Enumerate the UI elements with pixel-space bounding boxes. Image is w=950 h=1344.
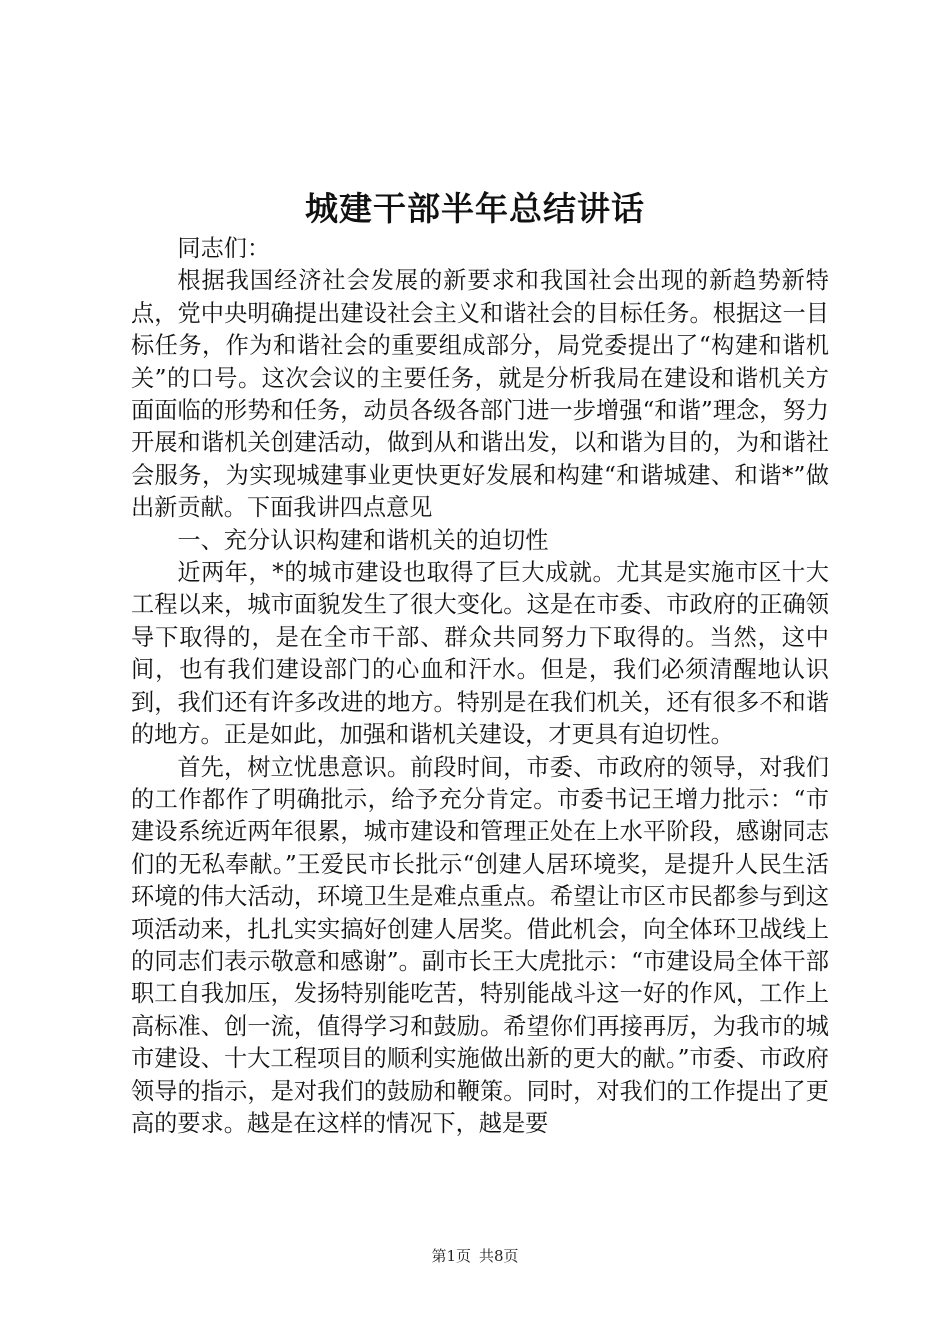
intro-paragraph: 根据我国经济社会发展的新要求和我国社会出现的新趋势新特点，党中央明确提出建设社会主义和谐社会的目标任务。根据这一目标任务，作为和谐社会的重要组成部分，局党委提出了“构建和谐机关”的口号。这次会议的主要任务，就是分析我局在建设和谐机关方面面临的形势和任务，动员各级各部门进一步增强“和谐”理念，努力开展和谐机关创建活动，做到从和谐出发，以和谐为目的，为和谐社会服务，为实现城建事业更快更好发展和构建“和谐城建、和谐*”做出新贡献。下面我讲四点意见 xyxy=(131,267,829,522)
page-footer xyxy=(0,1246,950,1266)
document-title: 城建干部半年总结讲话 xyxy=(305,189,645,228)
page-number: 第1页 xyxy=(431,1247,471,1265)
body-paragraph: 首先，树立忧患意识。前段时间，市委、市政府的领导，对我们的工作都作了明确批示，给予充分肯定。市委书记王增力批示：“市建设系统近两年很累，城市建设和管理正处在上水平阶段，感谢同志们的无私奉献。”王爱民市长批示“创建人居环境奖，是提升人民生活环境的伟大活动，环境卫生是难点重点。希望让市区市民都参与到这项活动来，扎扎实实搞好创建人居奖。借此机会，向全体环卫战线上的同志们表示敬意和感谢”。副市长王大虎批示：“市建设局全体干部职工自我加压，发扬特别能吃苦，特别能战斗这一好的作风，工作上高标准、创一流，值得学习和鼓励。希望你们再接再厉，为我市的城市建设、十大工程项目的顺利实施做出新的更大的献。”市委、市政府领导的指示，是对我们的鼓励和鞭策。同时，对我们的工作提出了更高的要求。越是在这样的情况下，越是要 xyxy=(131,753,829,1137)
salutation-paragraph: 同志们： xyxy=(177,235,271,262)
body-paragraph: 近两年，*的城市建设也取得了巨大成就。尤其是实施市区十大工程以来，城市面貌发生了很大变化。这是在市委、市政府的正确领导下取得的，是在全市干部、群众共同努力下取得的。当然，这中间，也有我们建设部门的心血和汗水。但是，我们必须清醒地认识到，我们还有许多改进的地方。特别是在我们机关，还有很多不和谐的地方。正是如此，加强和谐机关建设，才更具有迫切性。 xyxy=(131,559,829,749)
document-body xyxy=(131,233,829,1140)
page-total: 共8页 xyxy=(479,1247,519,1265)
section-heading: 一、充分认识构建和谐机关的迫切性 xyxy=(177,526,549,554)
